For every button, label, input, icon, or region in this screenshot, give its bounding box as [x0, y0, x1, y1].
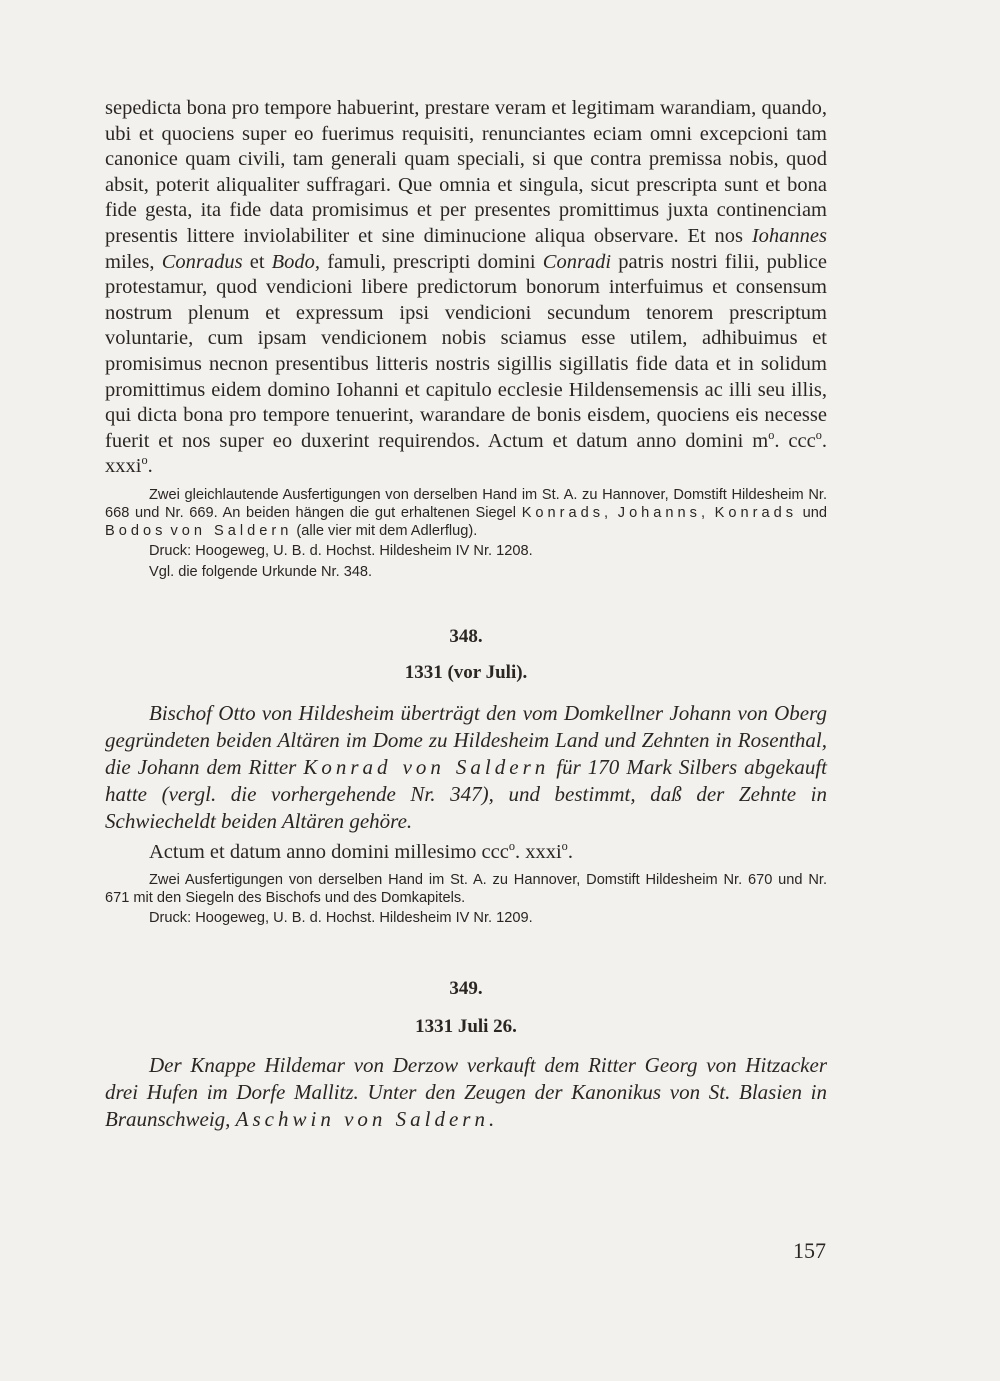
- text-segment: . xxxi: [105, 429, 827, 478]
- regest-349: [105, 1052, 827, 1133]
- actum-348: [105, 839, 827, 865]
- name-konrads: Konrads,: [521, 504, 613, 521]
- superscript: o: [561, 839, 568, 854]
- document-number-349: 349.: [449, 977, 483, 999]
- regest-segment: Der Knappe Hildemar von Derzow verkauft dem Ritter Georg von Hitzacker drei Hufen im Dorfe Mallitz. Unter den Zeugen der Kanonikus von St. Blasien in Braunschweig,: [105, 1052, 827, 1131]
- regest-segment: für 170 Mark Silbers abgekauft hatte (vergl. die vorhergehende Nr. 347), und bestimmt, daß der Zehnte in Schwiecheldt beiden Altären gehöre.: [105, 754, 827, 833]
- document-date-349: 1331 Juli 26.: [415, 1015, 517, 1037]
- page-number: 157: [793, 1238, 826, 1263]
- regest-segment: .: [488, 1106, 495, 1131]
- text-segment: . ccc: [774, 429, 816, 452]
- charter-text-347: [105, 96, 827, 480]
- source-note-348: Zwei Ausfertigungen von derselben Hand im St. A. zu Hannover, Domstift Hildesheim Nr. 670 und Nr. 671 mit den Siegeln des Bischofs und des Domkapitels.: [105, 871, 827, 906]
- text-segment: patris nostri filii, publice protestamur, quod vendicioni libere predictorum bonorum interfuimus et consensum nostrum plenum et expressum ipsi vendicioni secundum tenorem prescriptum voluntarie, cum ipsam vendicionem nobis sciamus esse utilem, adhibuimus et promisimus necnon presentibus litteris nostris sigillis sigillatis fide data et in solidum promittimus eidem domino Iohanni et capitulo ecclesie Hildensemensis ac illi seu illis, qui dicta bona pro tempore tenuerint, warandare de bonis eisdem, quociens eis necesse fuerit et nos super eo duxerint requirendos. Actum et datum anno domini m: [105, 250, 827, 452]
- regest-segment: Bischof Otto von Hildesheim überträgt den vom Domkellner Johann von Oberg gegründeten beiden Altären im Dome zu Hildesheim Land und Zehnten in Rosenthal, die Johann dem Ritter: [105, 700, 827, 779]
- note-segment: Zwei gleichlautende Ausfertigungen von derselben Hand im St. A. zu Hannover, Domstift Hildesheim Nr. 668 und Nr. 669. An beiden hängen die gut erhaltenen Siegel: [105, 486, 827, 521]
- text-segment: miles,: [105, 250, 162, 273]
- print-reference-347: Druck: Hoogeweg, U. B. d. Hochst. Hildesheim IV Nr. 1208.: [149, 542, 533, 559]
- document-number-348: 348.: [449, 625, 483, 647]
- name-von-saldern: von Saldern: [170, 522, 293, 539]
- source-note-347: [105, 486, 827, 540]
- print-reference-348: Druck: Hoogeweg, U. B. d. Hochst. Hildesheim IV Nr. 1209.: [149, 909, 533, 926]
- name-aschwin-von-saldern: Aschwin von Saldern: [235, 1106, 489, 1131]
- cross-reference-347: Vgl. die folgende Urkunde Nr. 348.: [149, 563, 373, 580]
- text-column: [105, 96, 827, 1133]
- name-iohannes: Iohannes: [751, 224, 827, 247]
- text-segment: .: [567, 840, 573, 863]
- name-bodos: Bodos: [105, 522, 167, 539]
- text-segment: .: [147, 455, 153, 478]
- note-segment: (alle vier mit dem Adlerflug).: [292, 522, 478, 539]
- name-bodo: Bodo,: [271, 250, 321, 273]
- regest-348: [105, 700, 827, 835]
- superscript: o: [815, 427, 822, 442]
- name-konrads-2: Konrads: [714, 504, 798, 521]
- text-segment: . xxxi: [514, 840, 562, 863]
- name-konrad-von-saldern: Konrad von Saldern: [303, 754, 550, 779]
- text-segment: famuli, prescripti domini: [320, 250, 543, 273]
- text-segment: sepedicta bona pro tempore habuerint, prestare veram et legitimam warandiam, quando, ubi et quociens super eo fuerimus requisiti, renunciantes eciam omni excepcioni tam canonice quam civili, tam generali quam speciali, si que contra premissa nobis, quod absit, poterit aliqualiter suffragari. Que omnia et singula, sicut prescripta sunt et bona fide gesta, ita fide data promisimus et per presentes promittimus juxta continenciam presentis littere inviolabiliter et sine diminucione aliqua observare. Et nos: [105, 97, 827, 247]
- name-conradi: Conradi: [542, 250, 612, 273]
- name-conradus: Conradus: [161, 250, 243, 273]
- superscript: o: [768, 427, 775, 442]
- superscript: o: [141, 453, 148, 468]
- document-date-348: 1331 (vor Juli).: [404, 661, 528, 683]
- note-segment: und: [802, 504, 828, 521]
- text-segment: Actum et datum anno domini millesimo ccc: [149, 840, 509, 863]
- text-segment: et: [242, 250, 272, 273]
- name-johanns: Johanns,: [617, 504, 709, 521]
- superscript: o: [508, 839, 515, 854]
